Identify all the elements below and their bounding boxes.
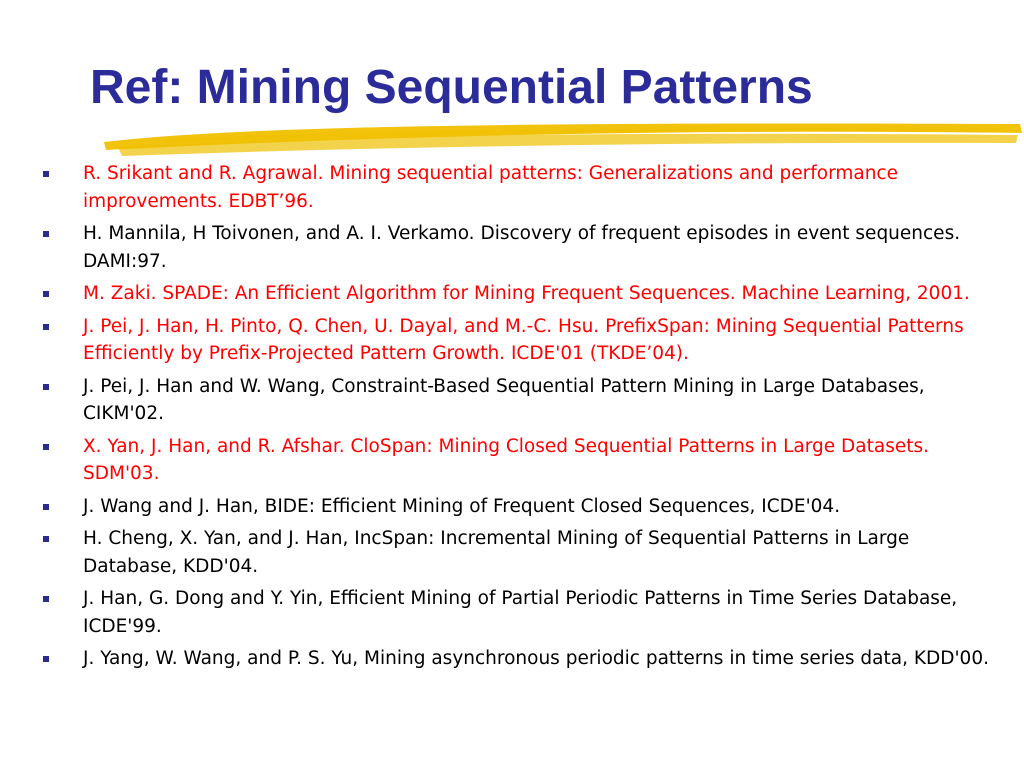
- square-bullet-icon: [43, 171, 49, 177]
- square-bullet-icon: [43, 384, 49, 390]
- square-bullet-icon: [43, 291, 49, 297]
- square-bullet-icon: [43, 231, 49, 237]
- square-bullet-icon: [43, 444, 49, 450]
- reference-list: [42, 160, 1002, 678]
- reference-text: J. Pei, J. Han and W. Wang, Constraint-Based Sequential Pattern Mining in Large Databases, CIKM'02.: [83, 375, 925, 424]
- square-bullet-icon: [43, 504, 49, 510]
- reference-item: [42, 493, 1002, 521]
- reference-item: [42, 525, 1002, 580]
- square-bullet-icon: [43, 324, 49, 330]
- reference-text: J. Yang, W. Wang, and P. S. Yu, Mining asynchronous periodic patterns in time series data, KDD'00.: [83, 648, 989, 669]
- square-bullet-icon: [43, 536, 49, 542]
- reference-item: [42, 433, 1002, 488]
- reference-item: [42, 645, 1002, 673]
- square-bullet-icon: [43, 596, 49, 602]
- reference-text: R. Srikant and R. Agrawal. Mining sequential patterns: Generalizations and performance improvements. EDBT’96.: [83, 163, 898, 212]
- reference-item: [42, 220, 1002, 275]
- title-underline-brushstroke: [100, 120, 1024, 162]
- reference-item: [42, 585, 1002, 640]
- reference-text: J. Wang and J. Han, BIDE: Efficient Mining of Frequent Closed Sequences, ICDE'04.: [83, 495, 841, 517]
- reference-item: [42, 313, 1002, 368]
- reference-item: [42, 280, 1002, 308]
- reference-text: H. Cheng, X. Yan, and J. Han, IncSpan: Incremental Mining of Sequential Patterns in Large Database, KDD'04.: [83, 528, 910, 577]
- reference-item: [42, 160, 1002, 215]
- reference-text: M. Zaki. SPADE: An Efficient Algorithm for Mining Frequent Sequences. Machine Learning, 2001.: [83, 283, 970, 304]
- reference-text: J. Han, G. Dong and Y. Yin, Efficient Mining of Partial Periodic Patterns in Time Series Database, ICDE'99.: [83, 588, 958, 637]
- reference-text: J. Pei, J. Han, H. Pinto, Q. Chen, U. Dayal, and M.-C. Hsu. PrefixSpan: Mining Sequential Patterns Efficiently by Prefix-Projected Pattern Growth. ICDE'01 (TKDE’04).: [83, 315, 964, 364]
- slide-title: Ref: Mining Sequential Patterns: [90, 61, 813, 114]
- square-bullet-icon: [43, 656, 49, 662]
- reference-item: [42, 373, 1002, 428]
- reference-text: X. Yan, J. Han, and R. Afshar. CloSpan: Mining Closed Sequential Patterns in Large Datasets. SDM'03.: [83, 435, 930, 484]
- reference-text: H. Mannila, H Toivonen, and A. I. Verkamo. Discovery of frequent episodes in event sequences. DAMI:97.: [83, 223, 961, 272]
